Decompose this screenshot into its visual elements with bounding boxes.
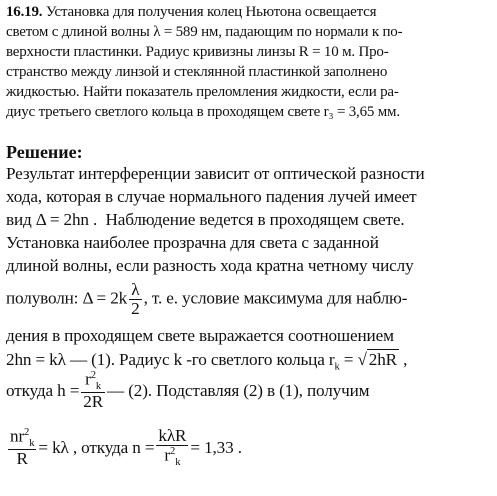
problem-line-4: странство между линзой и стеклянной пластинкой заполнено — [6, 64, 388, 80]
problem-line-6: диус третьего светлого кольца в проходящем свете r₃ = 3,65 мм. — [6, 104, 400, 120]
fraction-h-denominator: 2R — [83, 392, 104, 412]
nr-symbol: nr — [10, 426, 25, 446]
r-symbol: r — [164, 445, 170, 465]
solution-line-6-a: полуволн: Δ = 2k — [6, 288, 128, 308]
fraction-h-numerator — [81, 370, 105, 393]
solution-line-9-b: — (2). Подставляя (2) в (1), получим — [107, 380, 370, 400]
fraction-numerator — [8, 427, 36, 450]
subscript-k: k — [95, 381, 102, 393]
problem-line-2: светом с длиной волны λ = 589 нм, падающим по нормали к по- — [6, 24, 403, 40]
formula-delta: вид Δ = 2hn . — [6, 210, 98, 229]
subscript-k: k — [29, 438, 35, 450]
r-symbol: r — [85, 369, 91, 389]
problem-line-3: верхности пластинки. Радиус кривизны линзы R = 10 м. Про- — [6, 44, 389, 60]
comma: , — [398, 350, 408, 369]
answer-value: = 1,33 . — [190, 437, 242, 457]
fraction-denominator: 2 — [131, 299, 140, 319]
solution-line-4: Установка наиболее прозрачна для света с заданной — [6, 233, 379, 252]
solution-line-1: Результат интерференции зависит от оптической разности — [6, 164, 425, 183]
solution-line-8-a: 2hn = kλ — (1). Радиус k -го светлого кольца r — [6, 350, 335, 369]
fraction-h — [81, 370, 105, 411]
fraction-numerator: λ — [129, 281, 141, 300]
sqrt-sign: √ — [357, 350, 367, 369]
solution-heading: Решение: — [6, 142, 83, 162]
solution-line-3 — [6, 210, 405, 230]
fraction-nr2-R — [8, 427, 36, 468]
subscript-k: k — [334, 361, 340, 373]
solution-line-10 — [6, 427, 242, 468]
solution-line-5: длиной волны, если разность хода кратна четному числу — [6, 256, 414, 275]
subscript-k: k — [175, 457, 181, 469]
solution-line-7: дения в проходящем свете выражается соотношением — [6, 326, 394, 345]
problem-line-5: жидкостью. Найти показатель преломления жидкости, если ра- — [6, 84, 399, 100]
superscript-2: 2 — [90, 370, 96, 381]
fraction-n — [156, 427, 188, 468]
solution-line-2: хода, которая в случае нормального падения лучей имеет — [6, 187, 417, 206]
solution-line-6 — [6, 281, 407, 318]
problem-text-1: Установка для получения колец Ньютона освещается — [42, 4, 377, 20]
fraction-denominator: R — [16, 449, 28, 469]
equals: = — [339, 350, 358, 369]
superscript-2: 2 — [170, 446, 176, 458]
problem-number: 16.19. — [6, 4, 43, 20]
solution-line-9-a: откуда h = — [6, 380, 80, 400]
solution-line-3-text: Наблюдение ведется в проходящем свете. — [105, 210, 405, 229]
solution-line-9 — [6, 370, 369, 411]
fraction-n-numerator: kλR — [158, 426, 187, 445]
fraction-n-denominator — [156, 446, 188, 468]
problem-line-1 — [6, 4, 376, 21]
solution-line-10-a: = kλ , откуда n = — [38, 437, 155, 457]
fraction-lambda-2 — [129, 281, 141, 318]
superscript-2: 2 — [24, 427, 30, 438]
solution-line-6-b: , т. е. условие максимума для наблю- — [143, 288, 408, 308]
sqrt-radicand: 2hR — [368, 350, 397, 369]
